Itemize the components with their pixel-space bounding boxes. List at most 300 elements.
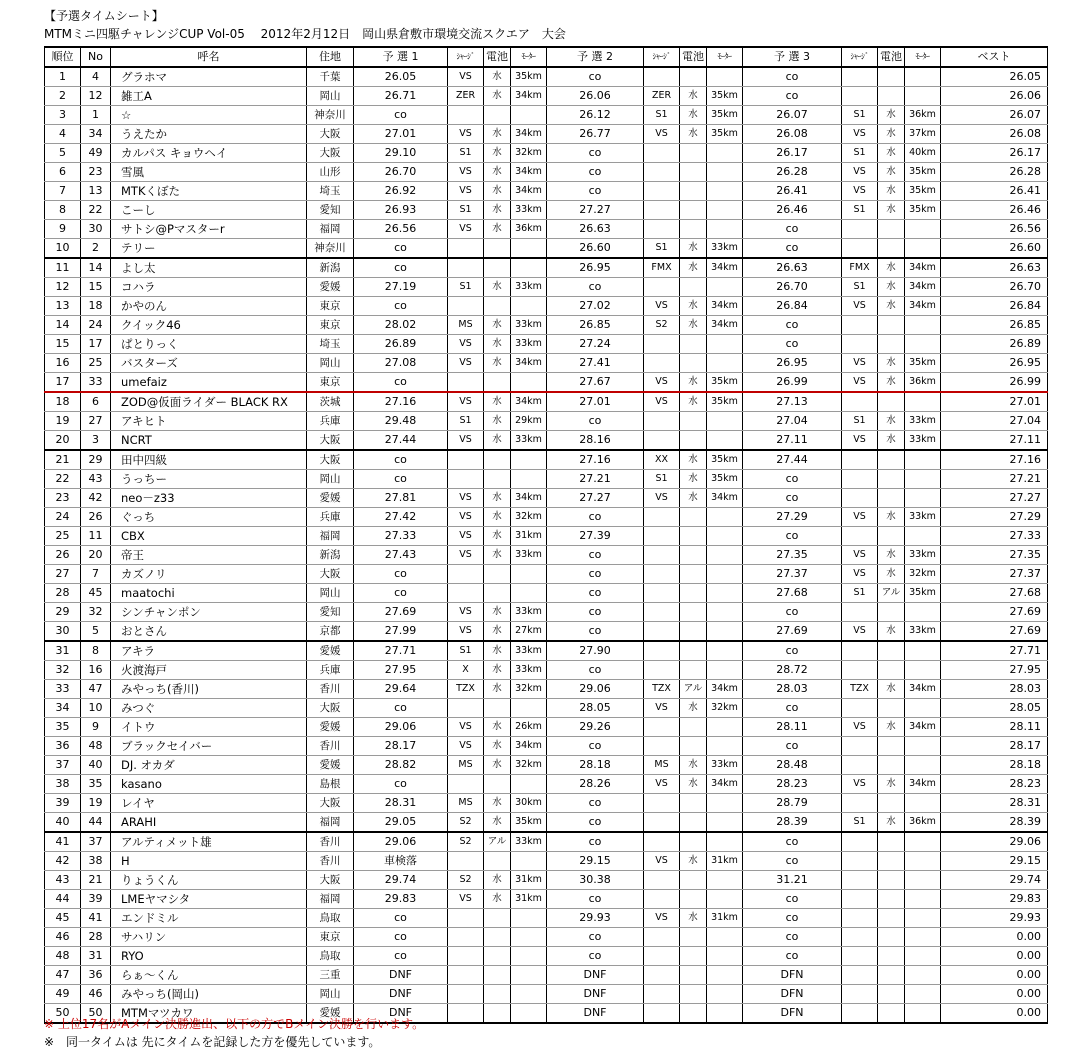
cell-q2-battery: 水 [680, 106, 707, 125]
cell-name: CBX [111, 527, 307, 546]
cell-pref: 京都 [307, 622, 354, 642]
cell-no: 12 [81, 87, 111, 106]
cell-q1-battery: 水 [484, 794, 511, 813]
cell-q2-motor [707, 890, 743, 909]
cell-q2: 30.38 [547, 871, 644, 890]
cell-q3-motor [905, 699, 941, 718]
cell-q1: co [354, 928, 448, 947]
cell-q1-motor: 36km [511, 220, 547, 239]
cell-q3-motor [905, 239, 941, 259]
cell-q1-motor: 33km [511, 316, 547, 335]
cell-rank: 49 [45, 985, 81, 1004]
cell-q2-motor [707, 144, 743, 163]
cell-no: 1 [81, 106, 111, 125]
cell-q3-battery: 水 [878, 182, 905, 201]
cell-q1: 27.01 [354, 125, 448, 144]
cell-q2-motor [707, 985, 743, 1004]
cell-name: H [111, 852, 307, 871]
cell-q2-battery [680, 412, 707, 431]
cell-q3-battery [878, 947, 905, 966]
cell-q2: 27.27 [547, 201, 644, 220]
cell-q1-chassis: VS [448, 354, 484, 373]
cell-no: 33 [81, 373, 111, 393]
cell-q2: co [547, 412, 644, 431]
cell-q3-chassis [842, 489, 878, 508]
cell-q3-chassis [842, 335, 878, 354]
cell-q2-chassis: MS [644, 756, 680, 775]
cell-pref: 大阪 [307, 565, 354, 584]
cell-q1-battery [484, 852, 511, 871]
cell-q2-battery [680, 718, 707, 737]
cell-q2-motor [707, 718, 743, 737]
cell-q3-battery: 水 [878, 546, 905, 565]
cell-no: 9 [81, 718, 111, 737]
cell-q3-battery [878, 450, 905, 470]
cell-q3-motor [905, 392, 941, 412]
cell-q1-chassis: S1 [448, 278, 484, 297]
sheet-title: 【予選タイムシート】 [44, 9, 164, 23]
cell-q3-chassis [842, 641, 878, 661]
cell-q2-motor: 31km [707, 852, 743, 871]
cell-q2-battery [680, 813, 707, 833]
cell-best: 26.07 [941, 106, 1048, 125]
cell-q1-battery [484, 928, 511, 947]
cell-q1-chassis: X [448, 661, 484, 680]
cell-name: maatochi [111, 584, 307, 603]
cell-q3-motor [905, 67, 941, 87]
cell-q1-battery [484, 297, 511, 316]
cell-no: 11 [81, 527, 111, 546]
table-row [45, 450, 1048, 470]
cell-q2-battery: 水 [680, 489, 707, 508]
cell-q3: co [743, 890, 842, 909]
cell-q3: 31.21 [743, 871, 842, 890]
cell-rank: 40 [45, 813, 81, 833]
header-no: No [81, 47, 111, 67]
cell-q1-battery: 水 [484, 316, 511, 335]
cell-best: 27.69 [941, 603, 1048, 622]
cell-best: 0.00 [941, 985, 1048, 1004]
cell-pref: 福岡 [307, 890, 354, 909]
cell-best: 26.28 [941, 163, 1048, 182]
cell-q1-battery: 水 [484, 335, 511, 354]
cell-q2-motor [707, 871, 743, 890]
cell-q3: co [743, 470, 842, 489]
cell-rank: 7 [45, 182, 81, 201]
cell-q1: co [354, 470, 448, 489]
cell-q1-motor: 33km [511, 546, 547, 565]
tie-rule-note: ※ 同一タイムは 先にタイムを記録した方を優先しています。 [44, 1035, 381, 1049]
cell-q3: co [743, 67, 842, 87]
cell-q3-chassis [842, 737, 878, 756]
cell-q1-chassis [448, 852, 484, 871]
table-row [45, 392, 1048, 412]
cell-q1: 27.99 [354, 622, 448, 642]
cell-q1: co [354, 258, 448, 278]
cell-q2-motor [707, 622, 743, 642]
cell-q3: 28.72 [743, 661, 842, 680]
cell-q3-chassis: VS [842, 431, 878, 451]
cell-q2: co [547, 182, 644, 201]
cell-q2-motor: 35km [707, 87, 743, 106]
cell-q3-chassis: S1 [842, 201, 878, 220]
cell-name: サトシ@Pマスターr [111, 220, 307, 239]
cell-q2: co [547, 163, 644, 182]
cell-q2-battery: 水 [680, 756, 707, 775]
cell-name: 田中四級 [111, 450, 307, 470]
cell-q2-battery [680, 966, 707, 985]
table-row [45, 928, 1048, 947]
cell-q3-chassis [842, 699, 878, 718]
cell-q2-battery: 水 [680, 239, 707, 259]
cell-name: ZOD@仮面ライダー BLACK RX [111, 392, 307, 412]
cell-q1-motor: 33km [511, 431, 547, 451]
cell-q1-battery [484, 584, 511, 603]
table-row [45, 163, 1048, 182]
cell-q1-battery: 水 [484, 392, 511, 412]
cell-q2-motor: 34km [707, 680, 743, 699]
cell-q2-battery: 水 [680, 297, 707, 316]
cell-q2-battery [680, 737, 707, 756]
cell-q3-chassis [842, 794, 878, 813]
table-row [45, 182, 1048, 201]
cell-pref: 福岡 [307, 527, 354, 546]
cell-q1-battery [484, 1004, 511, 1024]
cell-q3-chassis [842, 87, 878, 106]
cell-q1-battery: 水 [484, 871, 511, 890]
cell-name: クイック46 [111, 316, 307, 335]
cell-q3-battery: 水 [878, 106, 905, 125]
cell-q1: 29.64 [354, 680, 448, 699]
cell-q1: 28.17 [354, 737, 448, 756]
cell-q2: co [547, 661, 644, 680]
cell-q3-chassis [842, 527, 878, 546]
cell-q2: 29.06 [547, 680, 644, 699]
cell-q3: DFN [743, 966, 842, 985]
cell-q2-battery [680, 947, 707, 966]
cell-q2: DNF [547, 985, 644, 1004]
cell-best: 27.37 [941, 565, 1048, 584]
cell-q2: 27.16 [547, 450, 644, 470]
cell-best: 27.33 [941, 527, 1048, 546]
table-row [45, 909, 1048, 928]
cell-rank: 29 [45, 603, 81, 622]
cell-best: 29.74 [941, 871, 1048, 890]
cell-q2-motor: 33km [707, 239, 743, 259]
cell-q2-battery [680, 508, 707, 527]
cell-q1-battery: アル [484, 832, 511, 852]
cell-q3-battery: 水 [878, 508, 905, 527]
cell-no: 46 [81, 985, 111, 1004]
cell-name: アキラ [111, 641, 307, 661]
cell-q3-battery [878, 832, 905, 852]
cell-q2-chassis [644, 871, 680, 890]
cell-q1: DNF [354, 966, 448, 985]
cell-rank: 14 [45, 316, 81, 335]
table-row [45, 966, 1048, 985]
cell-best: 26.89 [941, 335, 1048, 354]
cell-name: よし太 [111, 258, 307, 278]
cell-best: 27.04 [941, 412, 1048, 431]
cell-q3: co [743, 737, 842, 756]
cell-q1-battery: 水 [484, 508, 511, 527]
cell-q2-chassis [644, 527, 680, 546]
cell-best: 27.68 [941, 584, 1048, 603]
cell-q1: co [354, 106, 448, 125]
cell-name: バスターズ [111, 354, 307, 373]
cell-q2: co [547, 737, 644, 756]
cell-q3-battery [878, 470, 905, 489]
cell-q3-motor: 33km [905, 622, 941, 642]
cell-q1-chassis: VS [448, 163, 484, 182]
cell-q2-motor [707, 278, 743, 297]
cell-q2: co [547, 584, 644, 603]
cell-q2-chassis [644, 890, 680, 909]
cell-q1-chassis [448, 373, 484, 393]
cell-q3: 27.69 [743, 622, 842, 642]
cell-q1: 27.43 [354, 546, 448, 565]
cell-best: 26.63 [941, 258, 1048, 278]
cell-q3-motor [905, 756, 941, 775]
cell-q1-motor: 31km [511, 527, 547, 546]
cell-q3-chassis [842, 392, 878, 412]
header-q2-motor: ﾓｰﾀｰ [707, 47, 743, 67]
cell-q2-battery [680, 335, 707, 354]
cell-pref: 愛媛 [307, 641, 354, 661]
cell-q1: 27.44 [354, 431, 448, 451]
cell-q1-chassis: S2 [448, 871, 484, 890]
cell-q2-motor [707, 603, 743, 622]
cell-q1-motor: 34km [511, 163, 547, 182]
cell-q2-battery [680, 201, 707, 220]
cell-name: カズノリ [111, 565, 307, 584]
cell-q3-battery: 水 [878, 354, 905, 373]
cell-pref: 鳥取 [307, 947, 354, 966]
cell-q3-motor [905, 966, 941, 985]
cell-q3-battery: 水 [878, 373, 905, 393]
cell-q1-chassis: VS [448, 220, 484, 239]
cell-q3-chassis: S1 [842, 106, 878, 125]
header-q1-motor: ﾓｰﾀｰ [511, 47, 547, 67]
cell-q3-chassis [842, 239, 878, 259]
cell-q1-motor: 32km [511, 144, 547, 163]
header-pref: 住地 [307, 47, 354, 67]
cell-q1-chassis [448, 565, 484, 584]
cell-name: うっちー [111, 470, 307, 489]
cell-q3: DFN [743, 985, 842, 1004]
cell-rank: 4 [45, 125, 81, 144]
cell-q1-chassis: S2 [448, 832, 484, 852]
cell-q1-battery [484, 775, 511, 794]
cell-q2-chassis [644, 220, 680, 239]
cell-q2-battery [680, 565, 707, 584]
cell-q1-motor [511, 966, 547, 985]
cell-q1-battery [484, 239, 511, 259]
cell-name: エンドミル [111, 909, 307, 928]
header-q2: 予 選 2 [547, 47, 644, 67]
cell-pref: 岡山 [307, 985, 354, 1004]
cell-no: 25 [81, 354, 111, 373]
cell-rank: 33 [45, 680, 81, 699]
cell-q2: co [547, 144, 644, 163]
table-row [45, 412, 1048, 431]
cell-q1-chassis [448, 775, 484, 794]
cell-no: 37 [81, 832, 111, 852]
cell-q3-motor [905, 603, 941, 622]
cell-q1-motor: 33km [511, 641, 547, 661]
cell-pref: 神奈川 [307, 239, 354, 259]
cell-q3-battery: 水 [878, 622, 905, 642]
cell-q1-battery: 水 [484, 431, 511, 451]
cell-q3-chassis [842, 1004, 878, 1024]
cell-q2: co [547, 278, 644, 297]
cell-q2-motor [707, 813, 743, 833]
cell-rank: 22 [45, 470, 81, 489]
table-row [45, 431, 1048, 451]
cell-q2-chassis: TZX [644, 680, 680, 699]
cell-best: 0.00 [941, 966, 1048, 985]
cell-no: 26 [81, 508, 111, 527]
header-q3-battery: 電池 [878, 47, 905, 67]
cell-q1-battery: 水 [484, 718, 511, 737]
cell-q3: co [743, 832, 842, 852]
cell-q1-chassis: VS [448, 890, 484, 909]
cell-q2: 27.21 [547, 470, 644, 489]
cell-no: 36 [81, 966, 111, 985]
cell-q1-motor [511, 584, 547, 603]
cell-q2: 27.02 [547, 297, 644, 316]
cell-q1-battery [484, 966, 511, 985]
cell-q3-chassis: S1 [842, 412, 878, 431]
cell-rank: 32 [45, 661, 81, 680]
cell-name: 火渡海戸 [111, 661, 307, 680]
cell-q2-battery: 水 [680, 258, 707, 278]
cell-q3: 26.08 [743, 125, 842, 144]
cell-q2: DNF [547, 1004, 644, 1024]
cell-q2-battery [680, 985, 707, 1004]
cell-q2-chassis [644, 718, 680, 737]
cell-q1-battery: 水 [484, 220, 511, 239]
cell-no: 15 [81, 278, 111, 297]
results-table [44, 46, 1048, 1024]
table-row [45, 622, 1048, 642]
cell-q2-battery [680, 67, 707, 87]
cell-best: 28.11 [941, 718, 1048, 737]
table-row [45, 278, 1048, 297]
cell-q1-motor: 33km [511, 603, 547, 622]
cell-q2: 26.95 [547, 258, 644, 278]
cell-q3: 28.11 [743, 718, 842, 737]
cell-no: 48 [81, 737, 111, 756]
cell-q3-battery: 水 [878, 775, 905, 794]
cell-q2: co [547, 794, 644, 813]
cell-rank: 15 [45, 335, 81, 354]
cell-q3-motor [905, 852, 941, 871]
cell-rank: 2 [45, 87, 81, 106]
cell-q3: 28.23 [743, 775, 842, 794]
cell-q2-battery [680, 354, 707, 373]
cell-q3-motor: 33km [905, 508, 941, 527]
cell-q3-chassis: VS [842, 163, 878, 182]
header-q2-chassis: ｼｬｰｼﾞ [644, 47, 680, 67]
table-row [45, 316, 1048, 335]
cell-q2-motor [707, 661, 743, 680]
cell-rank: 37 [45, 756, 81, 775]
cell-rank: 3 [45, 106, 81, 125]
cell-rank: 24 [45, 508, 81, 527]
cell-name: 雪風 [111, 163, 307, 182]
cell-q3: 26.28 [743, 163, 842, 182]
cell-q3-chassis: VS [842, 775, 878, 794]
cell-no: 18 [81, 297, 111, 316]
cell-q1: co [354, 450, 448, 470]
cell-q1-motor: 34km [511, 125, 547, 144]
cell-no: 41 [81, 909, 111, 928]
cell-q2-battery [680, 641, 707, 661]
cell-name: ぐっち [111, 508, 307, 527]
cell-q3-chassis [842, 985, 878, 1004]
cell-best: 27.01 [941, 392, 1048, 412]
cell-best: 27.35 [941, 546, 1048, 565]
cell-q1-chassis [448, 966, 484, 985]
cell-pref: 岡山 [307, 470, 354, 489]
cell-q3-motor: 35km [905, 354, 941, 373]
cell-q2-motor: 32km [707, 699, 743, 718]
cell-q1-motor: 31km [511, 871, 547, 890]
cell-no: 39 [81, 890, 111, 909]
cell-q2: 27.39 [547, 527, 644, 546]
cell-q2: 27.90 [547, 641, 644, 661]
cell-q3: co [743, 87, 842, 106]
cell-no: 17 [81, 335, 111, 354]
cell-pref: 東京 [307, 316, 354, 335]
cell-q2-chassis: FMX [644, 258, 680, 278]
cell-q3: co [743, 852, 842, 871]
cell-q3: 26.63 [743, 258, 842, 278]
cell-pref: 大阪 [307, 431, 354, 451]
cell-q3-chassis [842, 871, 878, 890]
cell-best: 28.23 [941, 775, 1048, 794]
cell-q2-chassis: S1 [644, 239, 680, 259]
cell-q3-chassis [842, 470, 878, 489]
cell-name: 雑工A [111, 87, 307, 106]
cell-q1: 28.82 [354, 756, 448, 775]
cell-q3-chassis [842, 966, 878, 985]
cell-q3: co [743, 316, 842, 335]
cell-q1: 27.19 [354, 278, 448, 297]
cell-q3: 28.03 [743, 680, 842, 699]
cell-q2-motor [707, 1004, 743, 1024]
cell-pref: 東京 [307, 373, 354, 393]
cell-q1-battery: 水 [484, 67, 511, 87]
cell-q1-battery [484, 947, 511, 966]
cell-q3: 26.95 [743, 354, 842, 373]
cell-q2-battery [680, 832, 707, 852]
cell-q3-battery [878, 985, 905, 1004]
cell-q3-chassis [842, 756, 878, 775]
cell-q1-battery [484, 470, 511, 489]
cell-q3-chassis: VS [842, 182, 878, 201]
cell-q1-motor [511, 258, 547, 278]
cell-q1: co [354, 373, 448, 393]
cell-q3-motor [905, 489, 941, 508]
cell-q3-motor: 33km [905, 546, 941, 565]
cell-q1-battery: 水 [484, 622, 511, 642]
cell-best: 26.99 [941, 373, 1048, 393]
cell-q3-battery [878, 909, 905, 928]
cell-q1: 26.92 [354, 182, 448, 201]
cell-q2-chassis: VS [644, 489, 680, 508]
